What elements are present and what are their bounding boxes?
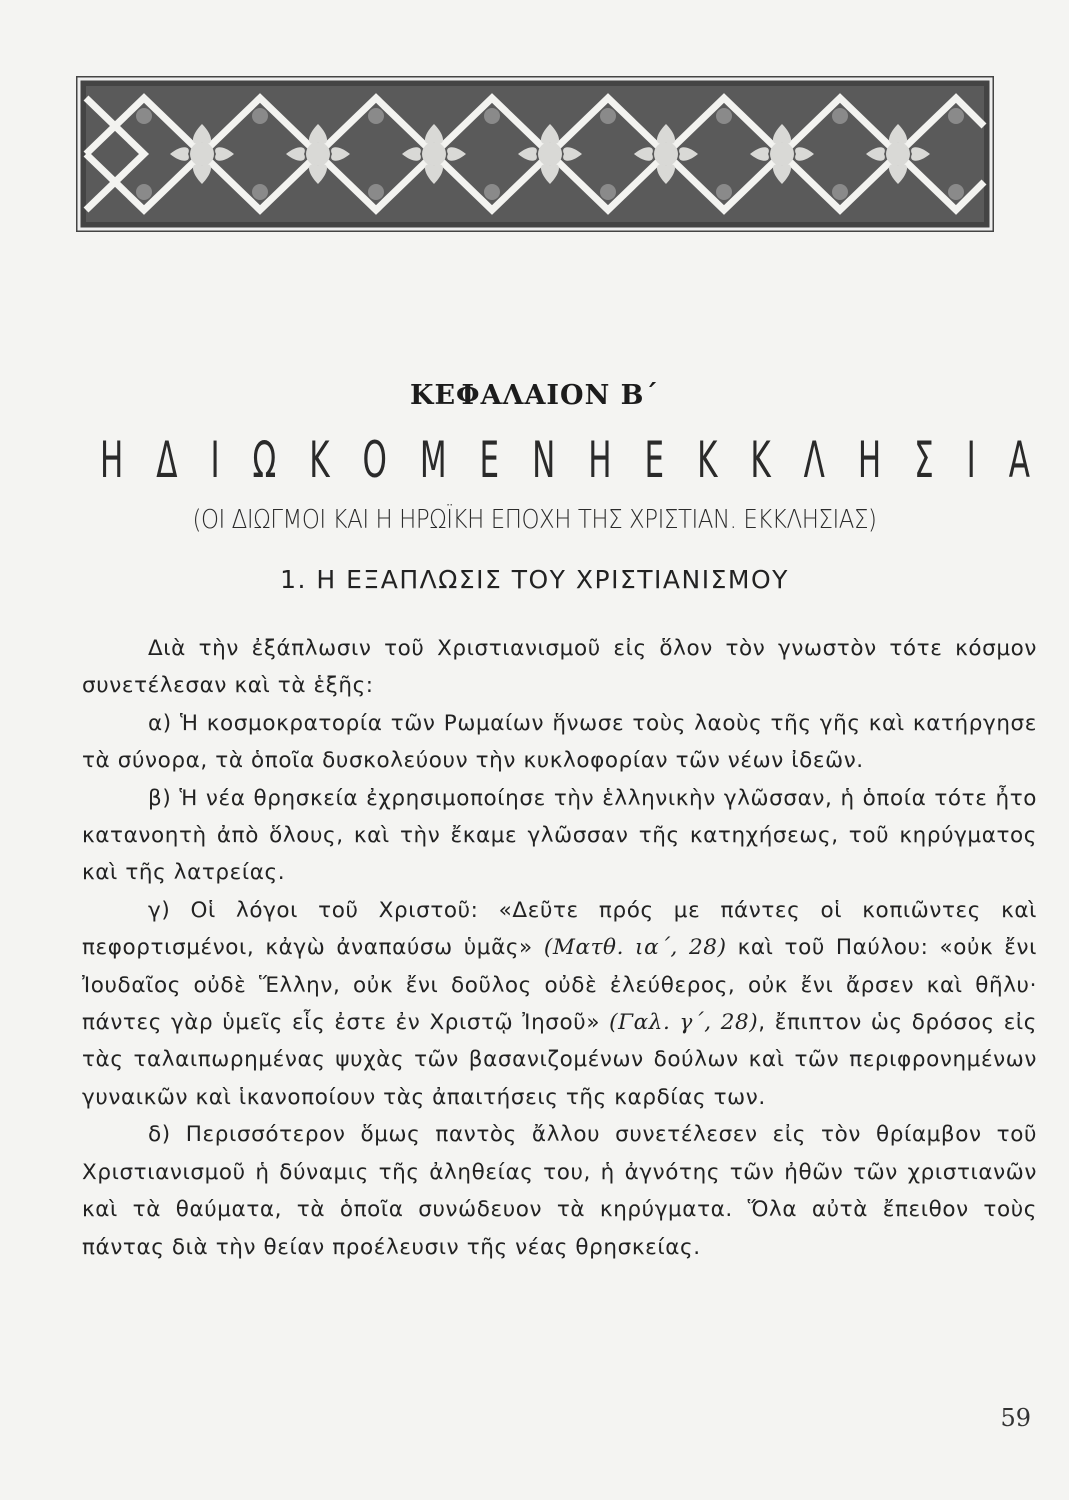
body-text	[82, 630, 1037, 1266]
ornamental-band	[76, 76, 994, 232]
title-letter: Σ	[914, 431, 934, 489]
paragraph-intro: Διὰ τὴν ἐξάπλωσιν τοῦ Χριστιανισμοῦ εἰς ὅλον τὸν γνωστὸν τότε κόσμον συνετέλεσαν καὶ τὰ ἑξῆς:	[82, 636, 1037, 699]
paragraph-c-text-3: , ἔπιπτον ὡς δρόσος εἰς τὰς ταλαιπωρημένας ψυχὰς τῶν βασανιζομένων δούλων καὶ τῶν περιφρονημένων γυναικῶν καὶ ἱκανοποίουν τὰς ἀπαιτήσεις τῆς καρδίας των.	[82, 1010, 1038, 1110]
chapter-label: ΚΕΦΑΛΑΙΟΝ Β΄	[410, 380, 659, 411]
title-letter: Λ	[803, 431, 825, 489]
paragraph-b: β) Ἡ νέα θρησκεία ἐχρησιμοποίησε τὴν ἑλληνικὴν γλῶσσαν, ἡ ὁποία τότε ἦτο κατανοητὴ ἀπὸ ὅλους, καὶ τὴν ἔκαμε γλῶσσαν τῆς κατηχήσεως, τοῦ κηρύγματος καὶ τῆς λατρείας.	[82, 785, 1037, 886]
title-letter: Κ	[697, 431, 718, 489]
paragraph-c	[82, 892, 1037, 1116]
title-letter: Η	[857, 431, 882, 489]
title-letter: Ο	[362, 431, 387, 489]
paragraph-c-reference-1: (Ματθ. ια΄, 28)	[543, 935, 727, 961]
title-letter: Ν	[532, 431, 556, 489]
paragraph-c-text-2: καὶ τοῦ Παύλου: «οὐκ ἔνι Ἰουδαῖος οὐδὲ Ἕλλην, οὐκ ἔνι δοῦλος οὐδὲ ἐλεύθερος, οὐκ ἔνι ἄρσεν καὶ θῆλυ· πάντες γὰρ ὑμεῖς εἷς ἐστε ἐν Χριστῷ Ἰησοῦ»	[82, 935, 1038, 1036]
chapter-title	[100, 430, 1030, 490]
page-number: 59	[1000, 1404, 1031, 1432]
paragraph-d: δ) Περισσότερον ὅμως παντὸς ἄλλου συνετέλεσεν εἰς τὸν θρίαμβον τοῦ Χριστιανισμοῦ ἡ δύναμις τῆς ἀληθείας του, ἡ ἀγνότης τῶν ἠθῶν τῶν χριστιανῶν καὶ τὰ θαύματα, τὰ ὁποῖα συνώδευον τὰ κηρύγματα. Ὅλα αὐτὰ ἔπειθον τοὺς πάντας διὰ τὴν θείαν προέλευσιν τῆς νέας θρησκείας.	[82, 1122, 1037, 1260]
title-letter: Ι	[210, 431, 220, 489]
chapter-subtitle: (ΟΙ ΔΙΩΓΜΟΙ ΚΑΙ Η ΗΡΩΪΚΗ ΕΠΟΧΗ ΤΗΣ ΧΡΙΣΤΙΑΝ. ΕΚΚΛΗΣΙΑΣ)	[192, 505, 877, 535]
title-letter: Κ	[750, 431, 771, 489]
title-letter: Μ	[419, 431, 447, 489]
title-letter: Δ	[156, 431, 178, 489]
section-title: 1. Η ΕΞΑΠΛΩΣΙΣ ΤΟΥ ΧΡΙΣΤΙΑΝΙΣΜΟΥ	[280, 565, 789, 594]
floral-diamond-band-icon	[76, 76, 994, 232]
paragraph-c-text-1: γ) Οἱ λόγοι τοῦ Χριστοῦ: «Δεῦτε πρός με πάντες οἱ κοπιῶντες καὶ πεφορτισμένοι, κἀγὼ ἀναπαύσω ὑμᾶς»	[82, 897, 1037, 961]
title-letter: Ε	[479, 431, 500, 489]
title-letter: Ω	[252, 431, 277, 489]
title-letter: Η	[588, 431, 612, 489]
paragraph-a: α) Ἡ κοσμοκρατορία τῶν Ρωμαίων ἥνωσε τοὺς λαοὺς τῆς γῆς καὶ κατήργησε τὰ σύνορα, τὰ ὁποῖα δυσκολεύουν τὴν κυκλοφορίαν τῶν νέων ἰδεῶν.	[82, 710, 1037, 774]
title-letter: Κ	[309, 431, 330, 489]
title-letter: Η	[100, 431, 124, 489]
title-letter: Α	[1008, 431, 1030, 489]
paragraph-c-reference-2: (Γαλ. γ΄, 28)	[609, 1010, 759, 1036]
title-letter: Ε	[644, 431, 665, 489]
title-letter: Ι	[966, 431, 976, 489]
